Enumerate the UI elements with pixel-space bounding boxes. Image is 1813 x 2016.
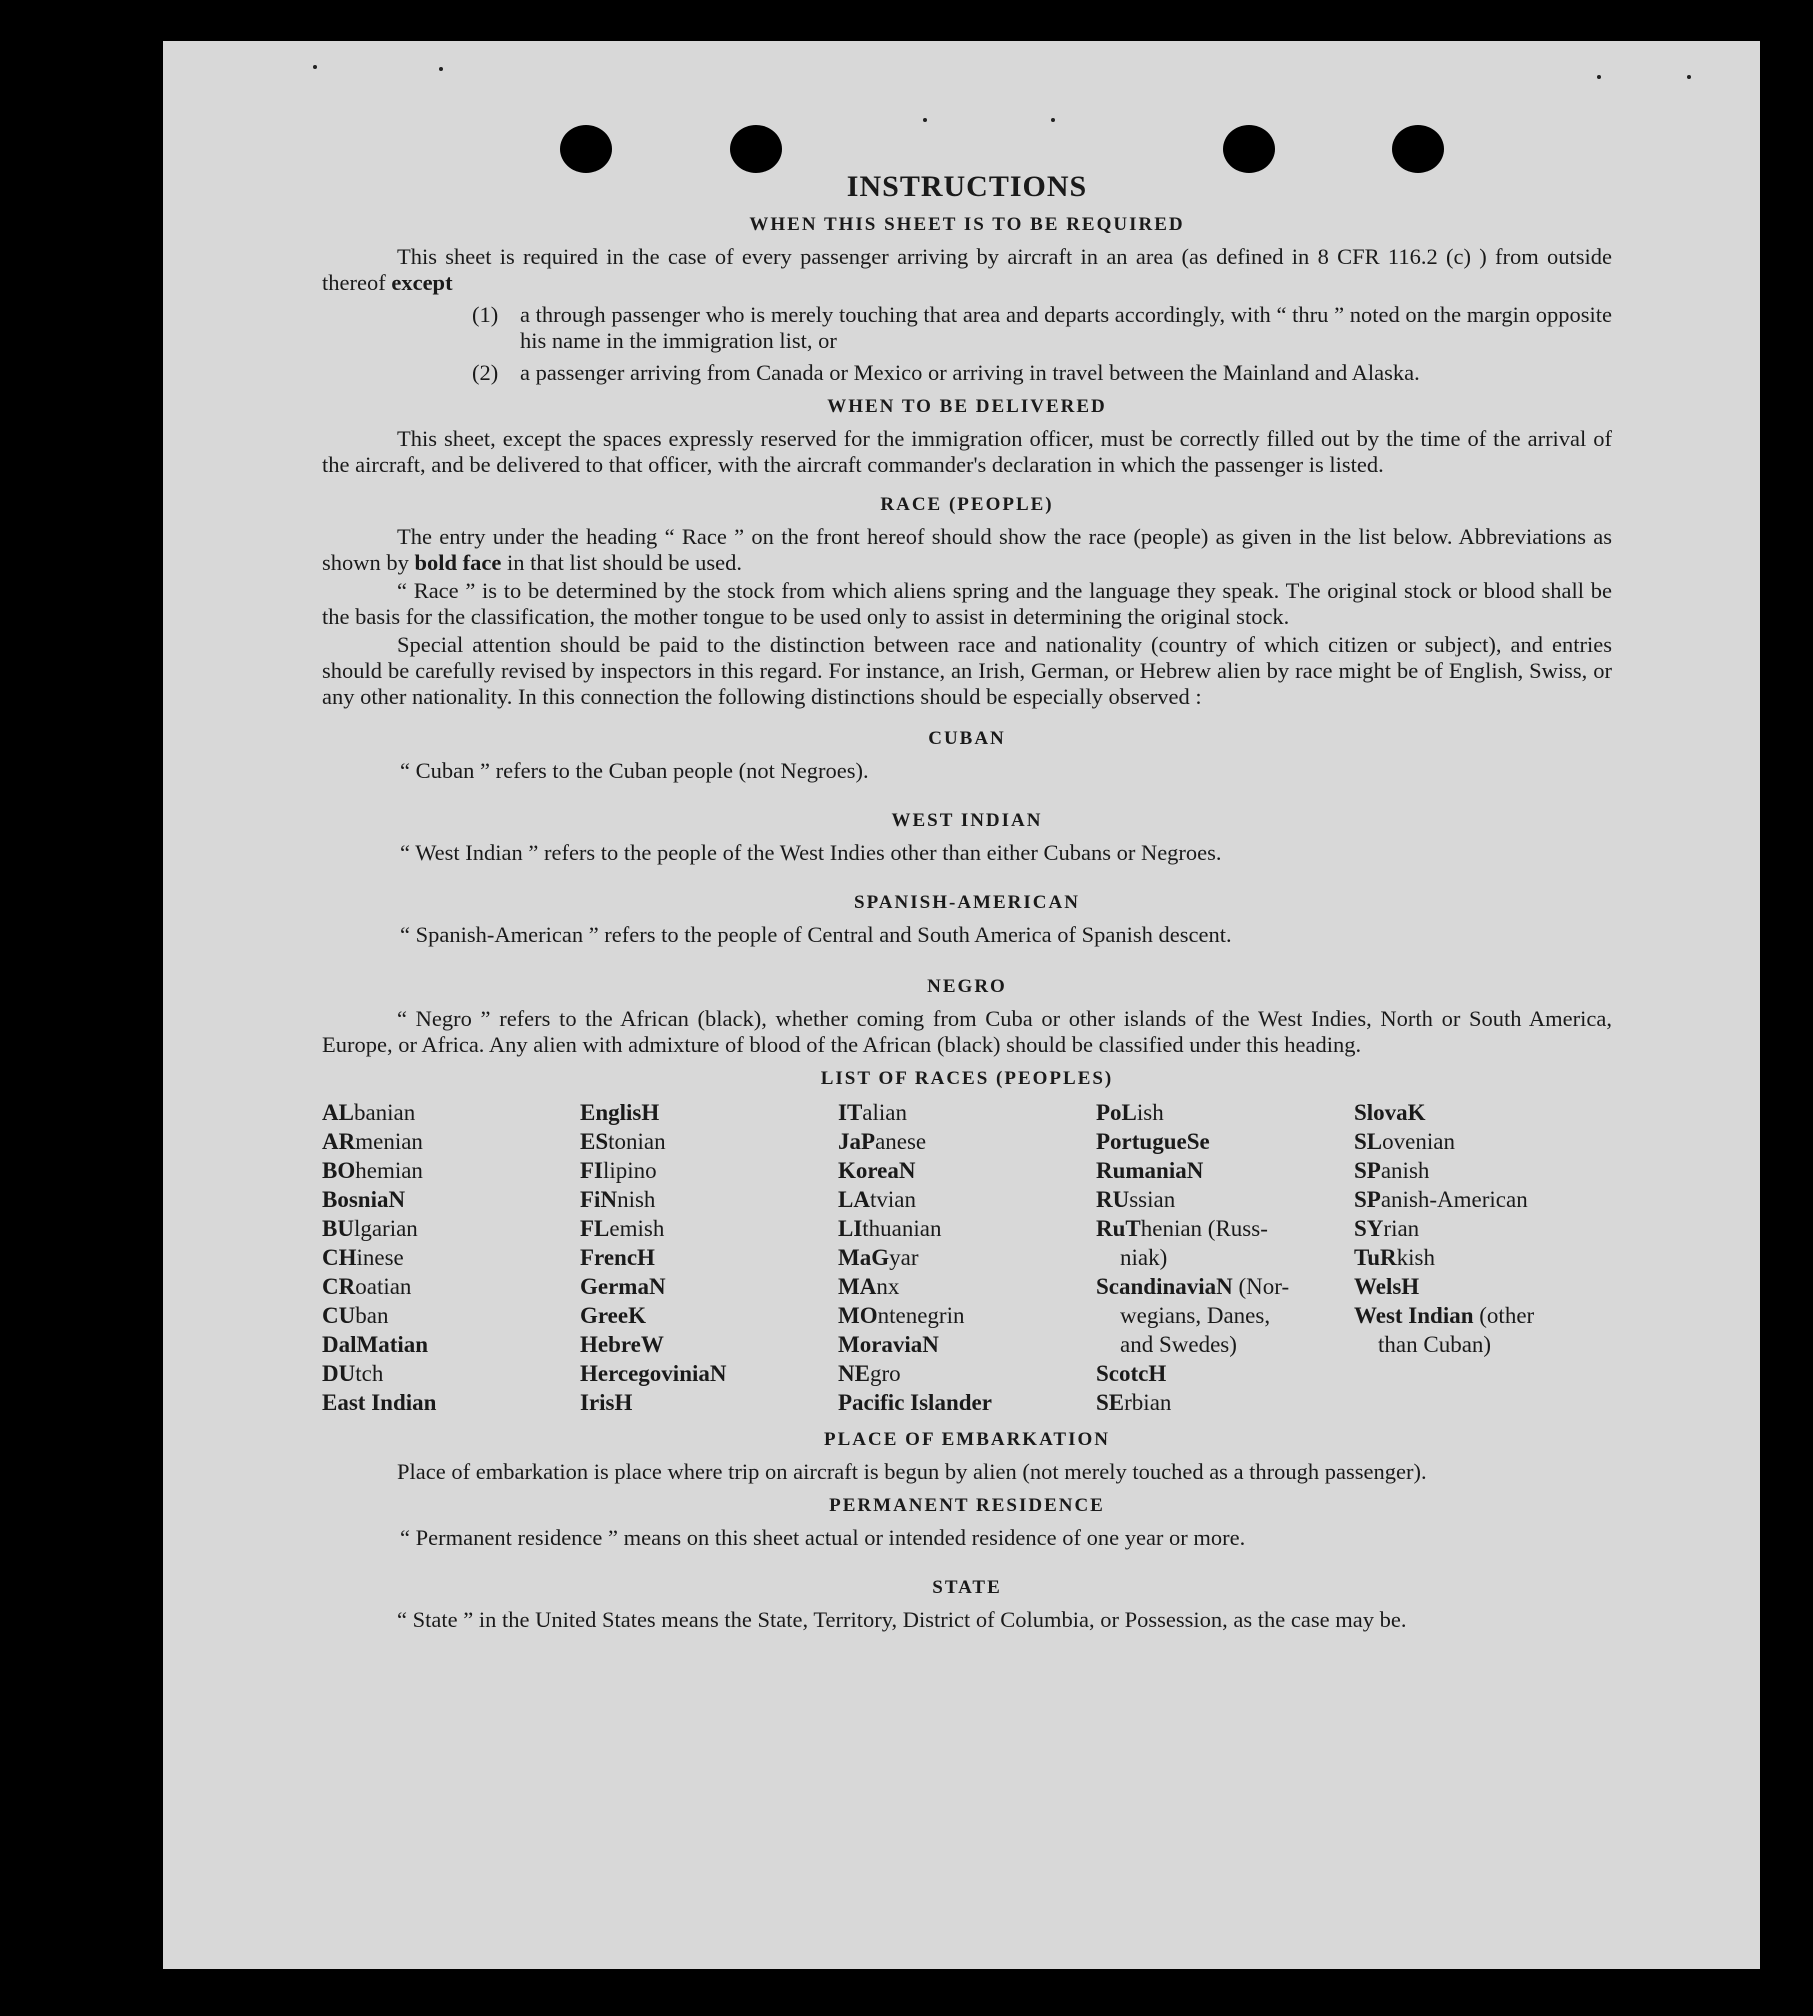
race-entry: GermaN <box>580 1274 666 1299</box>
race-entry: LAtvian <box>838 1187 916 1212</box>
race-entry: SErbian <box>1096 1390 1172 1415</box>
race-entry: niak) <box>1120 1245 1168 1270</box>
speck <box>439 67 443 71</box>
races-column <box>838 1098 1096 1417</box>
race-entry: West Indian (other <box>1354 1303 1535 1328</box>
race-entry: PortugueSe <box>1096 1129 1210 1154</box>
race-entry: LIthuanian <box>838 1216 942 1241</box>
race-entry: MaGyar <box>838 1245 919 1270</box>
race-entry: SlovaK <box>1354 1100 1426 1125</box>
race-entry: ARmenian <box>322 1129 423 1154</box>
race-entry: RUssian <box>1096 1187 1176 1212</box>
punch-hole <box>560 125 612 173</box>
required-intro: This sheet is required in the case of every passenger arriving by aircraft in an area (as defined in 8 CFR 116.2 (c) ) from outside thereof except <box>322 244 1612 295</box>
heading-state: STATE <box>932 1577 1002 1598</box>
race-entry: ALbanian <box>322 1100 416 1125</box>
heading-spanish-american: SPANISH-AMERICAN <box>854 892 1080 913</box>
race-entry: JaPanese <box>838 1129 927 1154</box>
spanish-american-text: “ Spanish-American ” refers to the people of Central and South America of Spanish descent. <box>400 922 1232 947</box>
race-entry: ScotcH <box>1096 1361 1167 1386</box>
races-column <box>1096 1098 1354 1417</box>
race-paragraph-3: Special attention should be paid to the distinction between race and nationality (country of which citizen or subject), and entries should be carefully revised by inspectors in this regard. For instance, an Irish, German, or Hebrew alien by race might be of English, Swiss, or any other nationality. In this connection the following distinctions should be especially observed : <box>322 632 1612 709</box>
heading-cuban: CUBAN <box>928 728 1006 749</box>
heading-residence: PERMANENT RESIDENCE <box>829 1495 1105 1516</box>
race-entry: PoLish <box>1096 1100 1164 1125</box>
race-entry: GreeK <box>580 1303 646 1328</box>
race-entry: wegians, Danes, <box>1120 1303 1271 1328</box>
race-entry: DalMatian <box>322 1332 429 1357</box>
document-content <box>322 170 1612 1633</box>
exception-item: (1) a through passenger who is merely touching that area and departs accordingly, with “ thru ” noted on the margin opposite his name in the immigration list, or <box>472 302 1612 353</box>
exception-item: (2) a passenger arriving from Canada or Mexico or arriving in travel between the Mainland and Alaska. <box>472 360 1420 385</box>
race-entry: than Cuban) <box>1378 1332 1492 1357</box>
race-entry: Pacific Islander <box>838 1390 992 1415</box>
heading-race: RACE (PEOPLE) <box>880 494 1054 515</box>
state-text: “ State ” in the United States means the State, Territory, District of Columbia, or Possession, as the case may be. <box>397 1607 1407 1632</box>
punch-hole <box>1223 125 1275 173</box>
race-entry: ITalian <box>838 1100 907 1125</box>
delivered-text: This sheet, except the spaces expressly reserved for the immigration officer, must be correctly filled out by the time of the arrival of the aircraft, and be delivered to that officer, with the aircraft commander's declaration in which the passenger is listed. <box>322 426 1612 477</box>
race-entry: East Indian <box>322 1390 437 1415</box>
race-paragraph-1: The entry under the heading “ Race ” on the front hereof should show the race (people) as given in the list below. Abbreviations as shown by bold face in that list should be used. <box>322 524 1612 575</box>
race-entry: FIlipino <box>580 1158 657 1183</box>
race-paragraph-2: “ Race ” is to be determined by the stock from which aliens spring and the language they speak. The original stock or blood shall be the basis for the classification, the mother tongue to be used only to assist in determining the original stock. <box>322 578 1612 629</box>
race-entry: RumaniaN <box>1096 1158 1204 1183</box>
embarkation-text: Place of embarkation is place where trip on aircraft is begun by alien (not merely touched as a through passenger). <box>397 1459 1427 1484</box>
race-entry: and Swedes) <box>1120 1332 1237 1357</box>
residence-text: “ Permanent residence ” means on this sheet actual or intended residence of one year or more. <box>400 1525 1246 1550</box>
race-entry: CUban <box>322 1303 389 1328</box>
race-entry: SLovenian <box>1354 1129 1455 1154</box>
heading-embarkation: PLACE OF EMBARKATION <box>824 1429 1110 1450</box>
west-indian-text: “ West Indian ” refers to the people of the West Indies other than either Cubans or Negroes. <box>400 840 1222 865</box>
races-list <box>322 1098 1612 1417</box>
heading-list-of-races: LIST OF RACES (PEOPLES) <box>820 1068 1114 1089</box>
speck <box>923 118 927 122</box>
speck <box>1051 118 1055 122</box>
speck <box>1597 75 1601 79</box>
race-entry: KoreaN <box>838 1158 916 1183</box>
race-entry: BosniaN <box>322 1187 406 1212</box>
heading-negro: NEGRO <box>927 976 1007 997</box>
page-title: INSTRUCTIONS <box>846 170 1088 203</box>
race-entry: HercegoviniaN <box>580 1361 727 1386</box>
race-entry: TuRkish <box>1354 1245 1435 1270</box>
race-entry: IrisH <box>580 1390 633 1415</box>
race-entry: EnglisH <box>580 1100 660 1125</box>
race-entry: NEgro <box>838 1361 901 1386</box>
heading-delivered: WHEN TO BE DELIVERED <box>827 396 1107 417</box>
race-entry: SPanish-American <box>1354 1187 1528 1212</box>
race-entry: BOhemian <box>322 1158 423 1183</box>
race-entry: FiNnish <box>580 1187 656 1212</box>
speck <box>313 65 317 69</box>
race-entry: MOntenegrin <box>838 1303 965 1328</box>
punch-hole <box>730 125 782 173</box>
race-entry: DUtch <box>322 1361 384 1386</box>
race-entry: EStonian <box>580 1129 666 1154</box>
race-entry: WelsH <box>1354 1274 1420 1299</box>
race-entry: FrencH <box>580 1245 655 1270</box>
heading-west-indian: WEST INDIAN <box>891 810 1043 831</box>
race-entry: FLemish <box>580 1216 665 1241</box>
heading-required: WHEN THIS SHEET IS TO BE REQUIRED <box>749 214 1185 235</box>
race-entry: BUlgarian <box>322 1216 418 1241</box>
races-column <box>322 1098 580 1417</box>
race-entry: MAnx <box>838 1274 900 1299</box>
speck <box>1687 75 1691 79</box>
race-entry: RuThenian (Russ- <box>1096 1216 1268 1241</box>
race-entry: SYrian <box>1354 1216 1420 1241</box>
race-entry: ScandinaviaN (Nor- <box>1096 1274 1290 1299</box>
race-entry: CRoatian <box>322 1274 412 1299</box>
race-entry: CHinese <box>322 1245 404 1270</box>
negro-text: “ Negro ” refers to the African (black), whether coming from Cuba or other islands of the West Indies, North or South America, Europe, or Africa. Any alien with admixture of blood of the African (black) should be classified under this heading. <box>322 1006 1612 1057</box>
punch-hole <box>1392 125 1444 173</box>
races-column <box>580 1098 838 1417</box>
race-entry: MoraviaN <box>838 1332 939 1357</box>
race-entry: HebreW <box>580 1332 664 1357</box>
race-entry: SPanish <box>1354 1158 1430 1183</box>
races-column <box>1354 1098 1612 1417</box>
cuban-text: “ Cuban ” refers to the Cuban people (not Negroes). <box>400 758 869 783</box>
